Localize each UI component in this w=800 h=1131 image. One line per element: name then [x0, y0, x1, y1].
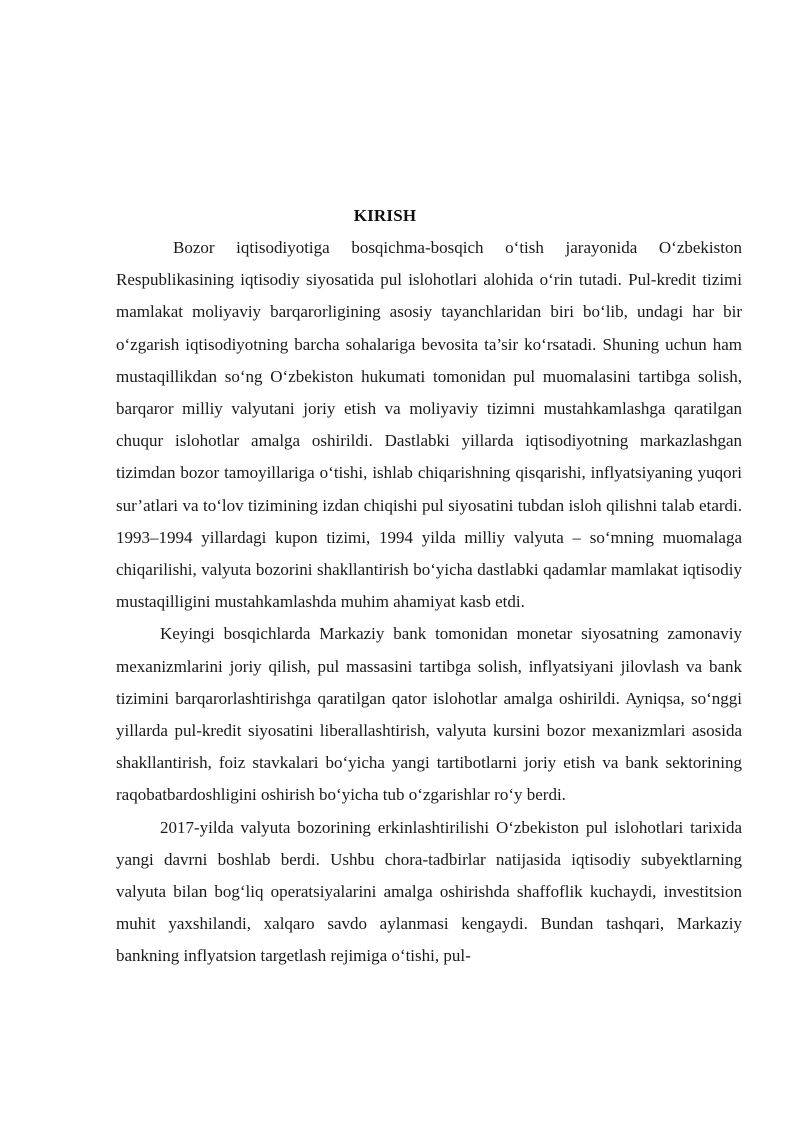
paragraph-1: Bozor iqtisodiyotiga bosqichma-bosqich o‘tish jarayonida O‘zbekiston Respublikasining iqtisodiy siyosatida pul islohotlari alohida o‘rin tutadi. Pul-kredit tizimi mamlakat moliyaviy barqarorligining asosiy tayanchlaridan biri bo‘lib, undagi har bir o‘zgarish iqtisodiyotning barcha sohalariga bevosita ta’sir ko‘rsatadi. Shuning uchun ham mustaqillikdan so‘ng O‘zbekiston hukumati tomonidan pul muomalasini tartibga solish, barqaror milliy valyutani joriy etish va moliyaviy tizimni mustahkamlashga qaratilgan chuqur islohotlar amalga oshirildi. Dastlabki yillarda iqtisodiyotning markazlashgan tizimdan bozor tamoyillariga o‘tishi, ishlab chiqarishning qisqarishi, inflyatsiyaning yuqori sur’atlari va to‘lov tizimining izdan chiqishi pul siyosatini tubdan isloh qilishni talab etardi. 1993–1994 yillardagi kupon tizimi, 1994 yilda milliy valyuta – so‘mning muomalaga chiqarilishi, valyuta bozorini shakllantirish bo‘yicha dastlabki qadamlar mamlakat iqtisodiy mustaqilligini mustahkamlashda muhim ahamiyat kasb etdi.: [116, 238, 742, 612]
paragraph-2: Keyingi bosqichlarda Markaziy bank tomonidan monetar siyosatning zamonaviy mexanizmlarini joriy qilish, pul massasini tartibga solish, inflyatsiyani jilovlash va bank tizimini barqarorlashtirishga qaratilgan qator islohotlar amalga oshirildi. Ayniqsa, so‘nggi yillarda pul-kredit siyosatini liberallashtirish, valyuta kursini bozor mexanizmlari asosida shakllantirish, foiz stavkalari bo‘yicha yangi tartibotlarni joriy etish va bank sektorining raqobatbardoshligini oshirish bo‘yicha tub o‘zgarishlar ro‘y berdi.: [116, 624, 742, 805]
section-heading: KIRISH: [353, 206, 417, 225]
body-text: [116, 232, 742, 973]
paragraph-3: 2017-yilda valyuta bozorining erkinlashtirilishi O‘zbekiston pul islohotlari tarixida yangi davrni boshlab berdi. Ushbu chora-tadbirlar natijasida iqtisodiy subyektlarning valyuta bilan bog‘liq operatsiyalarini amalga oshirishda shaffoflik kuchaydi, investitsion muhit yaxshilandi, xalqaro savdo aylanmasi kengaydi. Bundan tashqari, Markaziy bankning inflyatsion targetlash rejimiga o‘tishi, pul-: [116, 817, 742, 966]
